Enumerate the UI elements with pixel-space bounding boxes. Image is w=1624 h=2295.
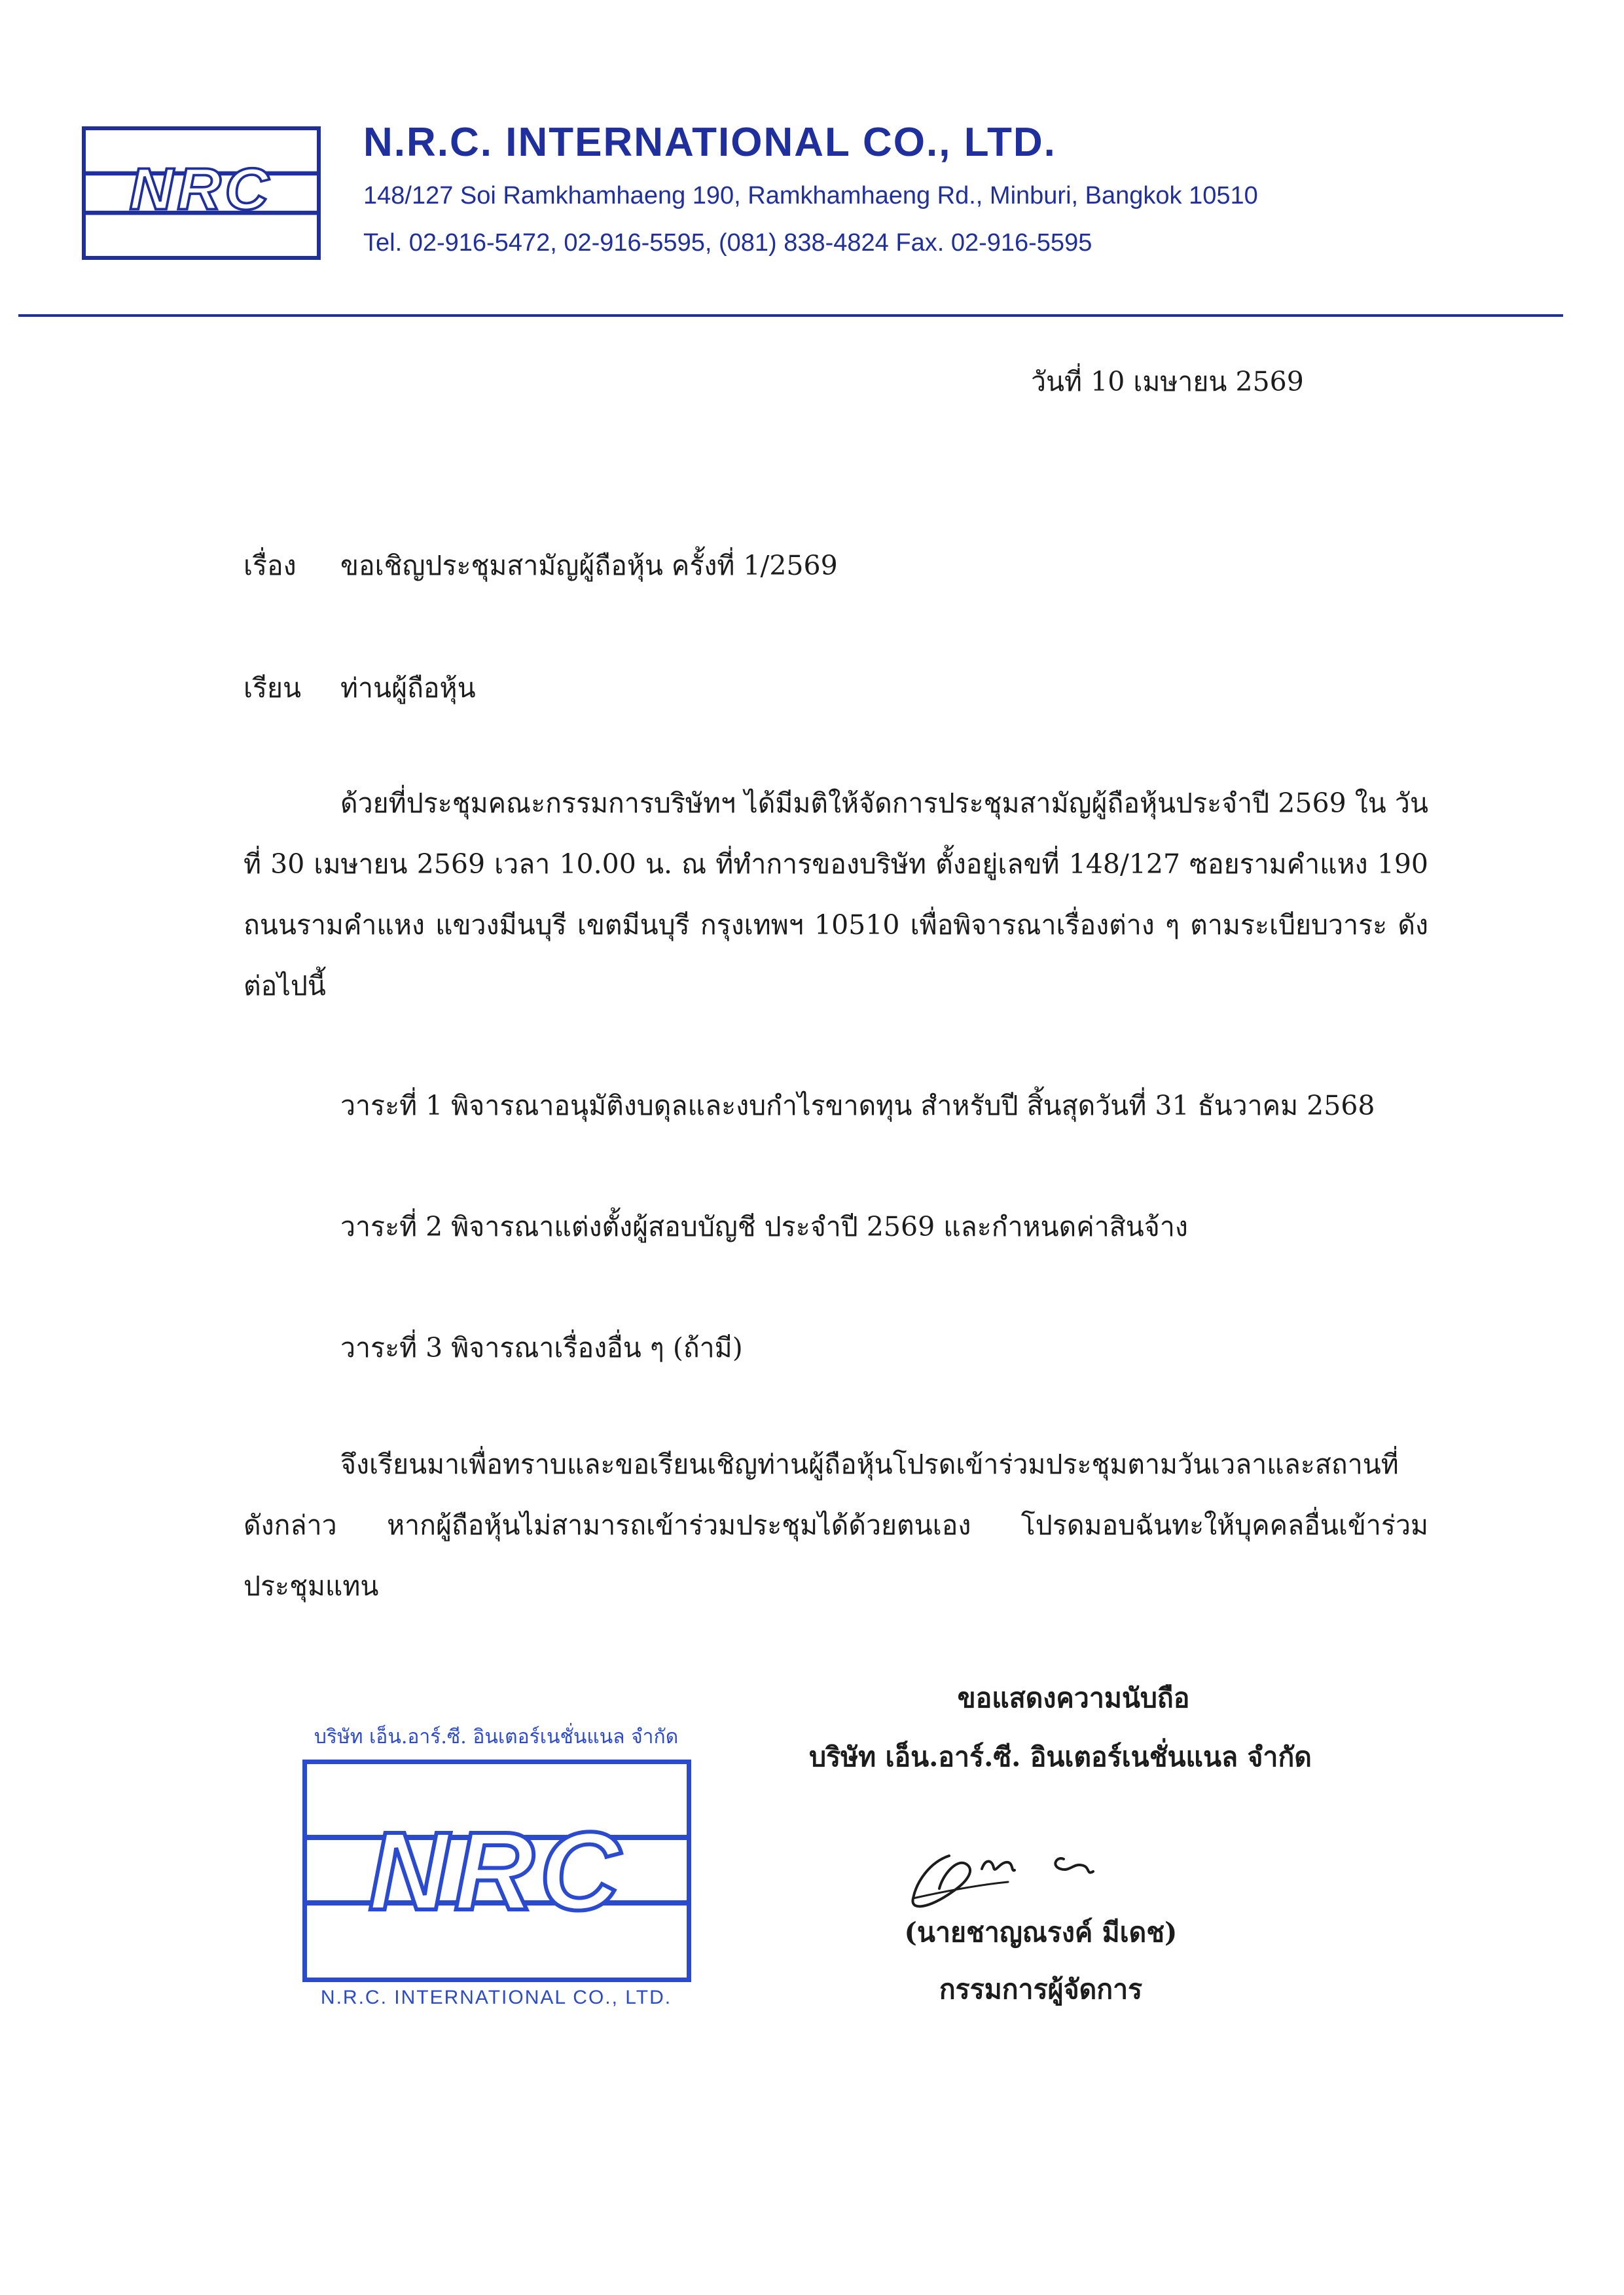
company-name: N.R.C. INTERNATIONAL CO., LTD. <box>363 120 1056 165</box>
company-contact: Tel. 02-916-5472, 02-916-5595, (081) 838-4824 Fax. 02-916-5595 <box>363 229 1092 257</box>
company-logo <box>82 126 321 260</box>
recipient-label: เรียน <box>244 672 302 704</box>
stamp-logo <box>302 1760 691 1982</box>
letter-date: วันที่ 10 เมษายน 2569 <box>1031 366 1304 397</box>
subject-label: เรื่อง <box>244 550 297 581</box>
logo-wordmark: NRC <box>129 156 273 223</box>
subject-text: ขอเชิญประชุมสามัญผู้ถือหุ้น ครั้งที่ 1/2569 <box>340 550 838 581</box>
company-address: 148/127 Soi Ramkhamhaeng 190, Ramkhamhaeng Rd., Minburi, Bangkok 10510 <box>363 182 1258 209</box>
agenda-item-3: วาระที่ 3 พิจารณาเรื่องอื่น ๆ (ถ้ามี) <box>340 1332 743 1364</box>
agenda-item-2: วาระที่ 2 พิจารณาแต่งตั้งผู้สอบบัญชี ประจำปี 2569 และกำหนดค่าสินจ้าง <box>340 1211 1188 1242</box>
signer-name: (นายชาญณรงค์ มีเดช) <box>904 1917 1178 1948</box>
stamp-bottom-text: N.R.C. INTERNATIONAL CO., LTD. <box>320 1987 672 2008</box>
stamp-wordmark: NRC <box>368 1809 626 1934</box>
recipient-text: ท่านผู้ถือหุ้น <box>340 672 476 704</box>
signer-title: กรรมการผู้จัดการ <box>939 1974 1143 2005</box>
paragraph-invitation: ด้วยที่ประชุมคณะกรรมการบริษัทฯ ได้มีมติให้จัดการประชุมสามัญผู้ถือหุ้นประจำปี 2569 ใน วันที่ 30 เมษายน 2569 เวลา 10.00 น. ณ ที่ทำการของบริษัท ตั้งอยู่เลขที่ 148/127 ซอยรามคำแหง 190 ถนนรามคำแหง แขวงมีนบุรี เขตมีนบุรี กรุงเทพฯ 10510 เพื่อพิจารณาเรื่องต่าง ๆ ตามระเบียบวาระ ดังต่อไปนี้ <box>244 787 1428 1002</box>
closing-regards: ขอแสดงความนับถือ <box>957 1682 1190 1714</box>
paragraph-closing: จึงเรียนมาเพื่อทราบและขอเรียนเชิญท่านผู้ถือหุ้นโปรดเข้าร่วมประชุมตามวันเวลาและสถานที่ ดังกล่าว หากผู้ถือหุ้นไม่สามารถเข้าร่วมประชุมได้ด้วยตนเอง โปรดมอบฉันทะให้บุคคลอื่นเข้าร่วม ประชุมแทน <box>244 1449 1428 1602</box>
company-stamp <box>293 1722 699 2023</box>
company-name-thai: บริษัท เอ็น.อาร์.ซี. อินเตอร์เนชั่นแนล จำกัด <box>809 1741 1312 1773</box>
agenda-item-1: วาระที่ 1 พิจารณาอนุมัติงบดุลและงบกำไรขาดทุน สำหรับปี สิ้นสุดวันที่ 31 ธันวาคม 2568 <box>340 1090 1375 1121</box>
handwritten-signature <box>903 1830 1119 1918</box>
letterhead-divider <box>18 314 1563 317</box>
stamp-top-text: บริษัท เอ็น.อาร์.ซี. อินเตอร์เนชั่นแนล จำกัด <box>314 1726 679 1748</box>
